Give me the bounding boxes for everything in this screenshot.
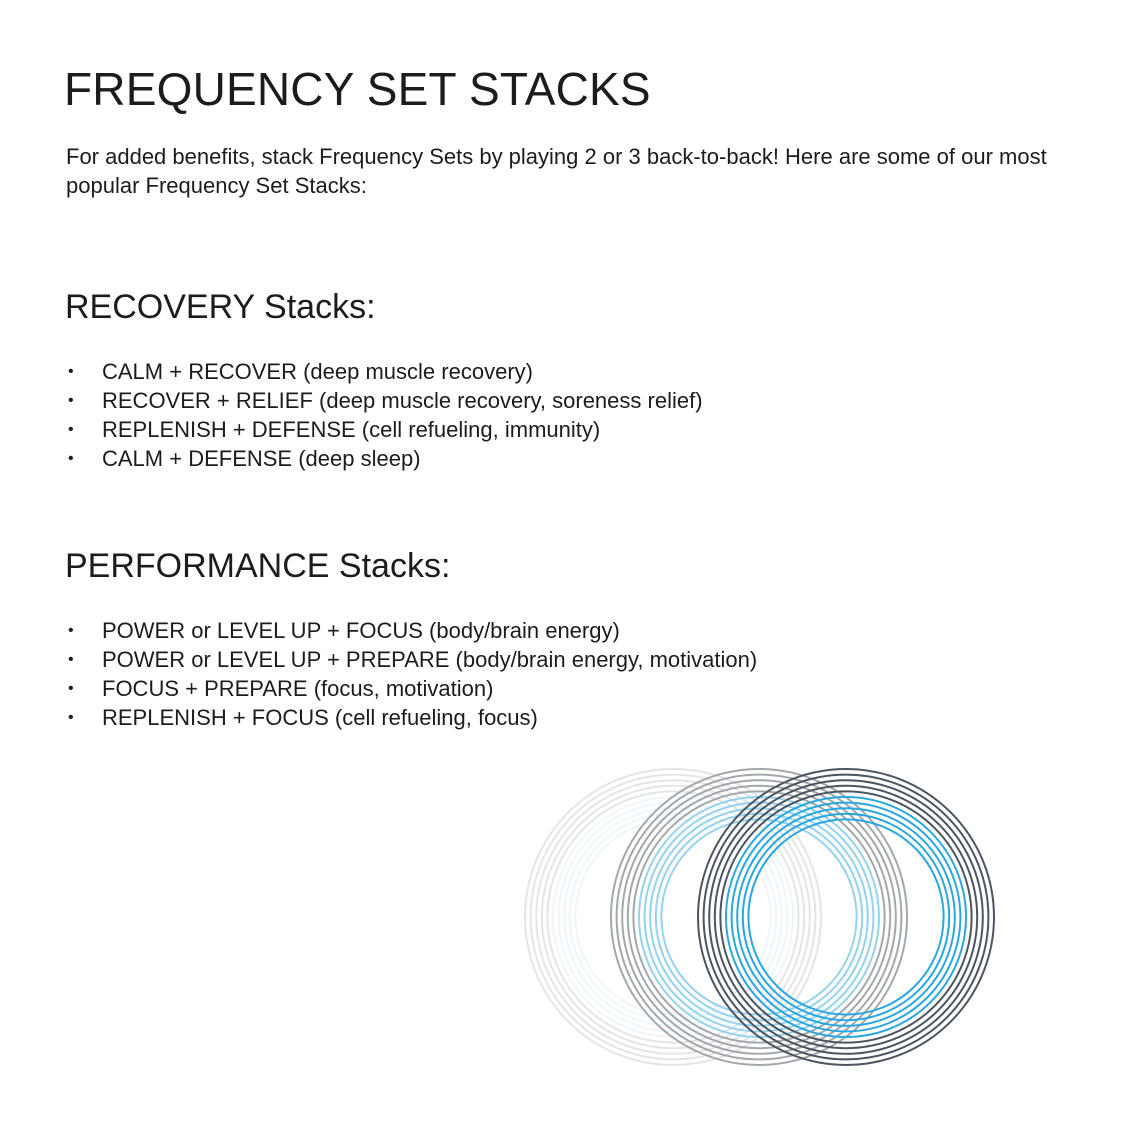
ring-line — [547, 791, 798, 1042]
ring-line — [559, 803, 788, 1032]
ring-line — [732, 803, 961, 1032]
ring-line — [709, 780, 983, 1054]
list-item — [66, 674, 757, 703]
stack-label: CALM + RECOVER (deep muscle recovery) — [102, 359, 533, 384]
list-item — [66, 616, 757, 645]
bullet-icon: • — [68, 363, 74, 380]
ring-line — [661, 819, 856, 1014]
list-item — [66, 415, 703, 444]
mid-ring-icon — [611, 769, 907, 1065]
bullet-icon: • — [68, 680, 74, 697]
ring-line — [570, 814, 776, 1020]
bullet-icon: • — [68, 450, 74, 467]
bullet-icon: • — [68, 651, 74, 668]
ring-line — [536, 780, 810, 1054]
stack-label: FOCUS + PREPARE (focus, motivation) — [102, 676, 494, 701]
performance-heading: PERFORMANCE Stacks: — [65, 547, 451, 585]
bullet-icon: • — [68, 392, 74, 409]
recovery-stack-list — [66, 357, 703, 473]
stack-label: POWER or LEVEL UP + FOCUS (body/brain energy) — [102, 618, 620, 643]
ring-line — [720, 791, 971, 1042]
page-title: FREQUENCY SET STACKS — [64, 63, 651, 115]
list-item — [66, 444, 703, 473]
ring-line — [645, 803, 874, 1032]
overlapping-rings-icon — [520, 764, 1010, 1074]
list-item — [66, 357, 703, 386]
list-item — [66, 645, 757, 674]
bullet-icon: • — [68, 622, 74, 639]
ring-line — [704, 775, 989, 1060]
stack-label: RECOVER + RELIEF (deep muscle recovery, soreness relief) — [102, 388, 703, 413]
stack-label: REPLENISH + DEFENSE (cell refueling, immunity) — [102, 417, 601, 442]
ring-line — [633, 791, 884, 1042]
ring-line — [748, 819, 943, 1014]
list-item — [66, 703, 757, 732]
recovery-heading: RECOVERY Stacks: — [65, 288, 376, 326]
stack-label: REPLENISH + FOCUS (cell refueling, focus) — [102, 705, 538, 730]
bullet-icon: • — [68, 709, 74, 726]
intro-text: For added benefits, stack Frequency Sets by playing 2 or 3 back-to-back! Here are some of our most popular Frequency Set Stacks: — [66, 144, 1047, 198]
performance-stack-list — [66, 616, 757, 732]
stack-label: CALM + DEFENSE (deep sleep) — [102, 446, 421, 471]
list-item — [66, 386, 703, 415]
ring-line — [656, 814, 862, 1020]
ring-line — [622, 780, 896, 1054]
bullet-icon: • — [68, 421, 74, 438]
stack-label: POWER or LEVEL UP + PREPARE (body/brain energy, motivation) — [102, 647, 758, 672]
ring-line — [743, 814, 949, 1020]
